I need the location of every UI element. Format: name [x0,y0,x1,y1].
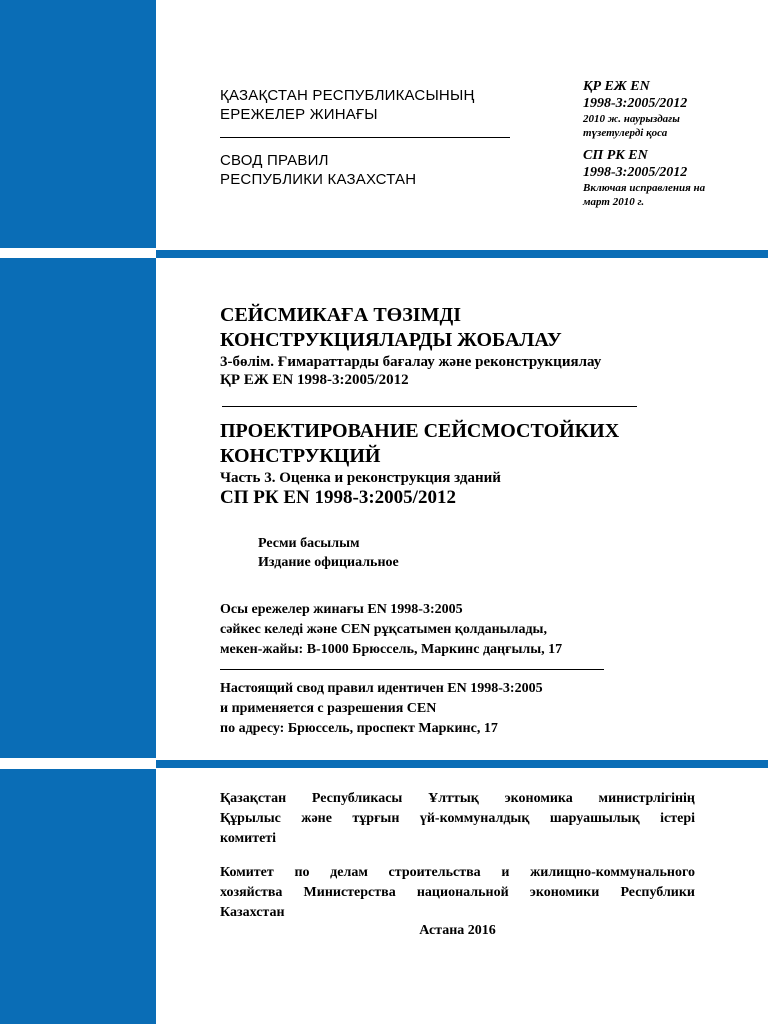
title-ru-line2: КОНСТРУКЦИЙ [220,445,381,467]
committee-kz-line2: Құрылыс және тұрғын үй-коммуналдық шаруашылық істері [220,811,695,826]
title-kz-line2: КОНСТРУКЦИЯЛАРДЫ ЖОБАЛАУ [220,329,562,351]
edition-kz: Ресми басылым [258,536,360,551]
left-blue-block-middle [0,258,156,758]
edition-block [258,534,558,572]
header-kz-title-line1: ҚАЗАҚСТАН РЕСПУБЛИКАСЫНЫҢ [220,87,475,104]
header-kz-code-line1: ҚР ЕЖ EN [583,79,650,94]
header-ru-note-line2: март 2010 г. [583,196,645,208]
bottom-blue-band [156,760,768,768]
committee-ru-line3: Казахстан [220,905,285,920]
committee-ru [220,863,695,923]
header-kz-code-block [583,78,763,140]
title-kz-line1: СЕЙСМИКАҒА ТӨЗІМДІ [220,304,461,326]
header-ru-title-line1: СВОД ПРАВИЛ [220,152,329,169]
committee-kz-line3: комитеті [220,831,277,846]
title-kz [220,303,750,389]
notice-kz-line3: мекен-жайы: В-1000 Брюссель, Маркинс даңғылы, 17 [220,642,563,657]
header-ru-note-line1: Включая исправления на [583,182,706,194]
committee-kz-line1: Қазақстан Республикасы Ұлттық экономика министрлігінің [220,791,695,806]
notice-ru-line2: и применяется с разрешения CEN [220,701,437,716]
header-ru-code-line1: СП РК EN [583,148,648,163]
title-ru-part: Часть 3. Оценка и реконструкция зданий [220,470,501,486]
title-kz-code: ҚР ЕЖ EN 1998-3:2005/2012 [220,372,409,388]
notice-kz-line1: Осы ережелер жинағы EN 1998-3:2005 [220,602,463,617]
notice-ru [220,679,640,739]
title-ru [220,419,750,509]
notice-divider [220,669,604,670]
header-kz-title [220,86,540,124]
notice-kz [220,600,640,660]
top-blue-band [156,250,768,258]
left-blue-block-bottom [0,769,156,1024]
title-divider [222,406,637,407]
title-ru-code: СП РК EN 1998-3:2005/2012 [220,487,456,508]
committee-kz [220,789,695,849]
header-ru-code-line2: 1998-3:2005/2012 [583,165,688,180]
header-ru-title-line2: РЕСПУБЛИКИ КАЗАХСТАН [220,171,417,188]
left-blue-block-top [0,0,156,248]
header-kz-code-line2: 1998-3:2005/2012 [583,96,688,111]
title-kz-part: 3-бөлім. Ғимараттарды бағалау және реконструкциялау [220,354,602,370]
edition-ru: Издание официальное [258,555,399,570]
header-kz-note-line1: 2010 ж. наурыздағы [583,113,680,125]
notice-kz-line2: сәйкес келеді және CEN рұқсатымен қолданылады, [220,622,547,637]
notice-ru-line3: по адресу: Брюссель, проспект Маркинс, 17 [220,721,498,736]
header-ru-title [220,151,540,189]
title-ru-line1: ПРОЕКТИРОВАНИЕ СЕЙСМОСТОЙКИХ [220,420,620,442]
committee-ru-line1: Комитет по делам строительства и жилищно-коммунального [220,865,695,880]
committee-ru-line2: хозяйства Министерства национальной экономики Республики [220,885,695,900]
notice-ru-line1: Настоящий свод правил идентичен EN 1998-3:2005 [220,681,543,696]
header-kz-title-line2: ЕРЕЖЕЛЕР ЖИНАҒЫ [220,106,378,123]
header-ru-code-block [583,147,763,209]
place-year: Астана 2016 [419,923,496,938]
header-kz-note-line2: түзетулерді қоса [583,127,668,139]
header-divider [220,137,510,138]
